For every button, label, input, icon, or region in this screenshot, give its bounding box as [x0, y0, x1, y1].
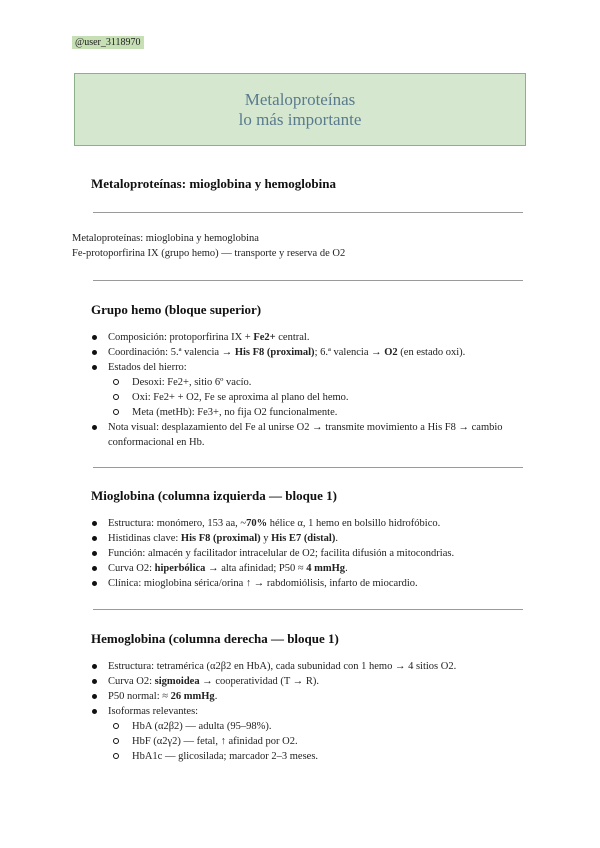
sub-list-item: Oxi: Fe2+ + O2, Fe se aproxima al plano del hemo. [108, 390, 531, 405]
list-hemoglobina [91, 659, 531, 764]
sub-list [108, 375, 531, 420]
list-item [91, 674, 531, 689]
emphasis-text: Fe2+ [253, 332, 276, 343]
divider [93, 212, 523, 213]
item-text: Estructura: tetramérica (α2β2 en HbA), cada subunidad con 1 hemo → 4 sitios O2. [108, 661, 457, 672]
title-banner [74, 73, 526, 146]
emphasis-text: hiperbólica [154, 563, 206, 574]
item-text: → alta afinidad; P50 ≈ [205, 563, 307, 574]
item-text: (en estado oxi). [397, 347, 466, 358]
intro-text [72, 231, 345, 261]
item-text: hélice α, 1 hemo en bolsillo hidrofóbico. [267, 518, 441, 529]
item-text: Clínica: mioglobina sérica/orina ↑ → rabdomiólisis, infarto de miocardio. [108, 578, 418, 589]
item-text: central. [275, 332, 310, 343]
heading-main: Metaloproteínas: mioglobina y hemoglobina [91, 176, 336, 191]
list-item [91, 531, 531, 546]
list-item [91, 576, 531, 591]
emphasis-text: His F8 (proximal) [234, 347, 315, 358]
item-text: P50 normal: ≈ [108, 691, 171, 702]
list-item [91, 704, 531, 764]
item-text: → cooperatividad (T → R). [199, 676, 319, 687]
sub-list-item: HbA (α2β2) — adulta (95–98%). [108, 719, 531, 734]
sub-list-item: Desoxi: Fe2+, sitio 6º vacío. [108, 375, 531, 390]
item-text: ; 6.ª valencia → [314, 347, 385, 358]
emphasis-text: 70% [246, 518, 268, 529]
list-item [91, 659, 531, 674]
list-item [91, 420, 531, 450]
item-text: . [214, 691, 218, 702]
item-text: Curva O2: [108, 676, 155, 687]
list-item [91, 546, 531, 561]
heading-grupo-hemo: Grupo hemo (bloque superior) [91, 302, 262, 317]
emphasis-text: 26 mmHg [170, 691, 215, 702]
item-text: Nota visual: desplazamiento del Fe al unirse O2 → transmite movimiento a His F8 → cambio conformacional en Hb. [108, 422, 503, 448]
list-item [91, 360, 531, 420]
list-item [91, 345, 531, 360]
user-tag: @user_3118970 [72, 36, 144, 49]
list-item [91, 561, 531, 576]
item-text: Coordinación: 5.ª valencia → [108, 347, 235, 358]
item-text: Función: almacén y facilitador intracelular de O2; facilita difusión a mitocondrias. [108, 548, 455, 559]
emphasis-text: sigmoidea [154, 676, 200, 687]
item-text: Histidinas clave: [108, 533, 181, 544]
sub-list [108, 719, 531, 764]
item-text: y [260, 533, 272, 544]
item-text: . [335, 533, 338, 544]
sub-list-item: Meta (metHb): Fe3+, no fija O2 funcionalmente. [108, 405, 531, 420]
item-text: Isoformas relevantes: [108, 706, 199, 717]
item-text: . [345, 563, 348, 574]
item-text: Composición: protoporfirina IX + [108, 332, 254, 343]
list-mioglobina [91, 516, 531, 591]
emphasis-text: 4 mmHg [306, 563, 346, 574]
divider [93, 280, 523, 281]
item-text: Estructura: monómero, 153 aa, ~ [108, 518, 247, 529]
title-line-1: Metaloproteínas [244, 89, 356, 109]
list-grupo-hemo [91, 330, 531, 450]
heading-mioglobina: Mioglobina (columna izquierda — bloque 1) [91, 488, 337, 503]
emphasis-text: His F8 (proximal) [180, 533, 261, 544]
emphasis-text: His E7 (distal) [271, 533, 336, 544]
heading-hemoglobina: Hemoglobina (columna derecha — bloque 1) [91, 631, 339, 646]
item-text: Estados del hierro: [108, 362, 187, 373]
emphasis-text: O2 [384, 347, 398, 358]
list-item [91, 516, 531, 531]
list-item [91, 689, 531, 704]
item-text: Curva O2: [108, 563, 155, 574]
sub-list-item: HbF (α2γ2) — fetal, ↑ afinidad por O2. [108, 734, 531, 749]
divider [93, 467, 523, 468]
intro-line-1: Metaloproteínas: mioglobina y hemoglobina [72, 233, 259, 244]
list-item [91, 330, 531, 345]
divider [93, 609, 523, 610]
title-line-2: lo más importante [238, 109, 362, 129]
sub-list-item: HbA1c — glicosilada; marcador 2–3 meses. [108, 749, 531, 764]
intro-line-2: Fe-protoporfirina IX (grupo hemo) — transporte y reserva de O2 [72, 248, 346, 259]
